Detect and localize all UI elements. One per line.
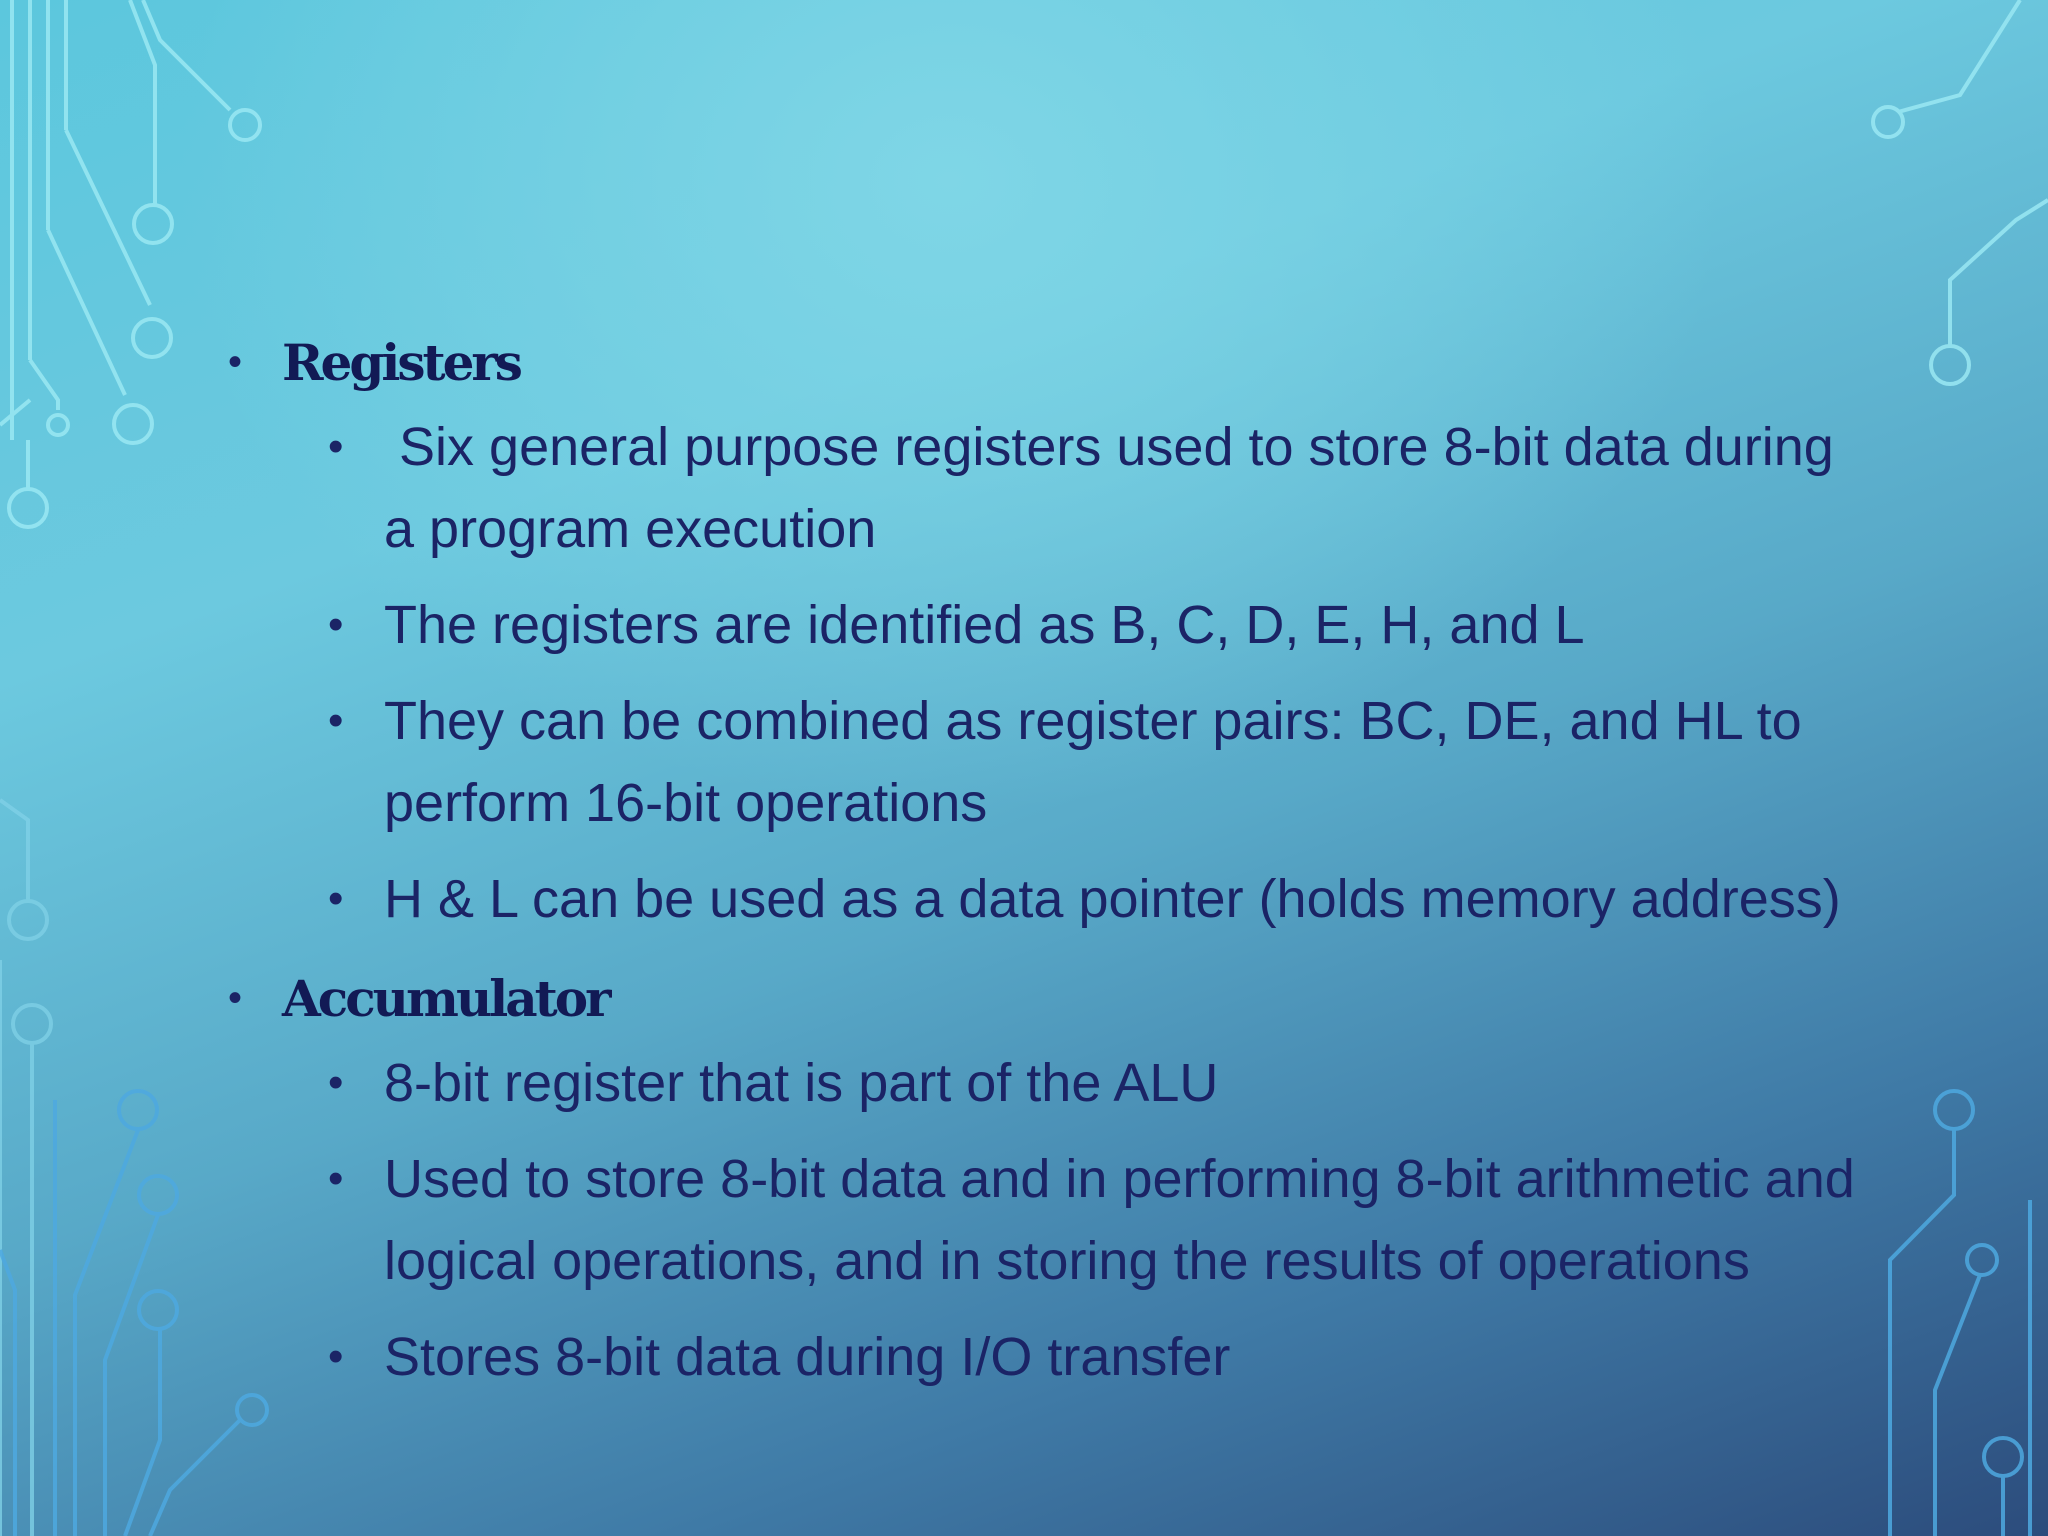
section-heading: [228, 954, 1868, 1042]
heading-registers: Registers: [282, 332, 520, 392]
list-item-text: Stores 8-bit data during I/O transfer: [384, 1327, 1231, 1387]
bullet: •: [328, 696, 344, 745]
list-item-text: The registers are identified as B, C, D, E, H, and L: [384, 595, 1585, 655]
section-registers: [228, 318, 1868, 940]
list-item: [328, 406, 1868, 570]
section-heading: [228, 318, 1868, 406]
bullet: •: [328, 1058, 344, 1107]
bullet: •: [328, 1332, 344, 1381]
registers-list: [328, 406, 1868, 940]
bullet: •: [328, 1154, 344, 1203]
list-item-text: Six general purpose registers used to store 8-bit data during a program execution: [384, 417, 1849, 559]
list-item-text: They can be combined as register pairs: BC, DE, and HL to perform 16-bit operations: [384, 691, 1802, 833]
accumulator-list: [328, 1042, 1868, 1398]
heading-accumulator: Accumulator: [282, 968, 609, 1028]
list-item: [328, 1138, 1868, 1302]
section-accumulator: [228, 954, 1868, 1398]
list-item: [328, 858, 1868, 940]
circuit-trace-bottom-right: [1890, 1091, 2030, 1536]
bullet: •: [228, 340, 243, 384]
circuit-trace-bottom-left: [0, 1091, 267, 1536]
list-item-text: 8-bit register that is part of the ALU: [384, 1053, 1219, 1113]
list-item: [328, 680, 1868, 844]
circuit-trace-top-left: [0, 0, 260, 527]
list-item: [328, 584, 1868, 666]
circuit-trace-left-middle: [0, 800, 51, 1536]
list-item-text: Used to store 8-bit data and in performing 8-bit arithmetic and logical operations, and in storing the results of operations: [384, 1149, 1855, 1291]
list-item: [328, 1042, 1868, 1124]
circuit-trace-top-right: [1873, 0, 2048, 384]
list-item: [328, 1316, 1868, 1398]
bullet: •: [328, 874, 344, 923]
bullet: •: [328, 600, 344, 649]
bullet: •: [228, 976, 243, 1020]
bullet: •: [328, 422, 344, 471]
slide-content: [228, 318, 1868, 1412]
list-item-text: H & L can be used as a data pointer (holds memory address): [384, 869, 1841, 929]
